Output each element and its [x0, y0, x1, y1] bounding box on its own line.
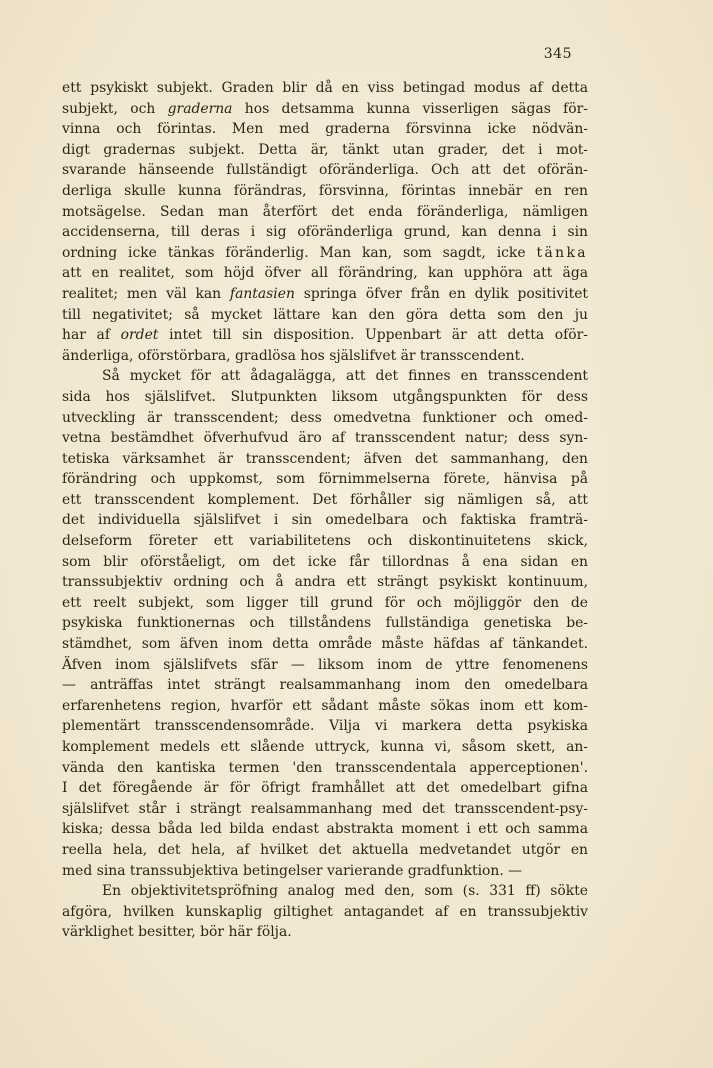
text-line: kiska; dessa båda led bilda endast abstrakta moment i ett och samma [62, 821, 588, 838]
text-line: motsägelse. Sedan man återfört det enda föränderliga, nämligen [62, 203, 588, 220]
text-line: digt gradernas subjekt. Detta är, tänkt utan grader, det i mot- [62, 141, 588, 158]
text-line: själslifvet står i strängt realsammanhang med det transscendent-psy- [62, 800, 588, 817]
text-segment: har af [62, 327, 121, 344]
text-line: En objektivitetspröfning analog med den, som (s. 331 ff) sökte [102, 883, 588, 900]
text-line: utveckling är transscendent; dess omedvetna funktioner och omed- [62, 409, 588, 426]
spaced-word: tänka [536, 244, 588, 261]
text-segment: springa öfver från en dylik positivitet [294, 285, 588, 302]
text-line: stämdhet, som äfven inom detta område måste häfdas af tänkandet. [62, 636, 588, 653]
text-line: erfarenhetens region, hvarför ett sådant måste sökas inom ett kom- [62, 697, 588, 714]
text-line: ett transscendent komplement. Det förhåller sig nämligen så, att [62, 491, 588, 508]
text-line: derliga skulle kunna förändras, försvinna, förintas innebär en ren [62, 182, 588, 199]
text-line: att en realitet, som höjd öfver all förändring, kan upphöra att äga [62, 265, 588, 282]
text-line: med sina transsubjektiva betingelser varierande gradfunktion. — [62, 862, 523, 879]
text-segment: intet till sin disposition. Uppenbart är att detta oför- [158, 327, 588, 344]
text-line: accidenserna, till deras i sig oföränderliga grund, kan denna i sin [62, 224, 588, 241]
text-line: vetna bestämdhet öfverhufvud äro af transscendent natur; dess syn- [62, 430, 588, 447]
text-line: I det föregående är för öfrigt framhållet att det omedelbart gifna [62, 780, 588, 797]
text-line: Så mycket för att ådagalägga, att det finnes en transscendent [102, 368, 588, 385]
text-line: delseform företer ett variabilitetens och diskontinuitetens skick, [62, 533, 588, 550]
text-line: det individuella själslifvet i sin omedelbara och faktiska framträ- [62, 512, 588, 529]
text-line [62, 99, 588, 120]
text-line: afgöra, hvilken kunskaplig giltighet antagandet af en transsubjektiv [62, 903, 588, 920]
text-line: psykiska funktionernas och tillståndens fullständiga genetiska be- [62, 615, 588, 632]
text-line: ett reelt subjekt, som ligger till grund för och möjliggör den de [62, 594, 588, 611]
text-line: vända den kantiska termen 'den transscendentala apperceptionen'. [62, 759, 588, 776]
text-line [62, 243, 588, 264]
text-line: änderliga, oförstörbara, gradlösa hos själslifvet är transscendent. [62, 347, 525, 364]
italic-word: graderna [167, 100, 233, 117]
italic-word: ordet [120, 327, 159, 344]
text-line: svarande hänseende fullständigt oföränderliga. Och att det oförän- [62, 162, 588, 179]
text-line: komplement medels ett slående uttryck, kunna vi, såsom skett, an- [62, 739, 588, 755]
body-text [62, 78, 588, 943]
text-line: som blir oförståeligt, om det icke får tillordnas å ena sidan en [62, 553, 588, 570]
text-line: transsubjektiv ordning och å andra ett strängt psykiskt kontinuum, [62, 574, 588, 591]
text-line: — anträffas intet strängt realsammanhang inom den omedelbara [62, 677, 588, 694]
text-line: förändring och uppkomst, som förnimmelserna förete, hänvisa på [62, 471, 588, 488]
text-line: Äfven inom själslifvets sfär — liksom inom de yttre fenomenens [62, 656, 588, 673]
text-line: plementärt transscendensområde. Vilja vi markera detta psykiska [62, 718, 588, 735]
text-segment: hos detsamma kunna visserligen sägas för- [232, 100, 588, 117]
page-number: 345 [543, 46, 572, 62]
text-line: till negativitet; så mycket lättare kan den göra detta som den ju [62, 306, 588, 323]
text-line [62, 325, 588, 346]
text-segment: ordning icke tänkas föränderlig. Man kan, som sagdt, icke [62, 244, 537, 261]
italic-word: fantasien [229, 285, 295, 302]
text-line: ett psykiskt subjekt. Graden blir då en viss betingad modus af detta [62, 80, 588, 96]
text-line: tetiska värksamhet är transscendent; äfven det sammanhang, den [62, 450, 588, 467]
text-line: reella hela, det hela, af hvilket det aktuella medvetandet utgör en [62, 841, 588, 858]
text-line: värklighet besitter, bör här följa. [62, 924, 292, 941]
text-segment: realitet; men väl kan [62, 285, 230, 302]
text-line [62, 284, 588, 305]
text-line: sida hos själslifvet. Slutpunkten liksom utgångspunkten för dess [62, 388, 588, 405]
text-segment: subjekt, och [62, 100, 168, 117]
text-line: vinna och förintas. Men med graderna försvinna icke nödvän- [62, 121, 588, 138]
